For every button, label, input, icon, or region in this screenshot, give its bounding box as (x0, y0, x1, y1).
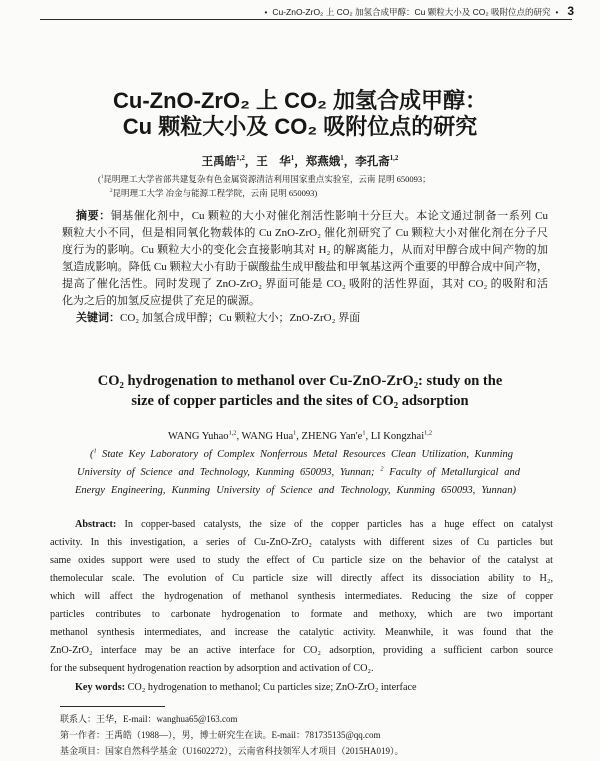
running-title: Cu-ZnO-ZrO₂ 上 CO₂ 加氢合成甲醇：Cu 颗粒大小及 CO₂ 吸附位点的研究 (272, 7, 551, 17)
author-affiliation-mark: 1,2 (389, 155, 399, 163)
affiliation-line-1 (98, 172, 538, 186)
author-affiliation-mark: 1 (362, 429, 366, 437)
abstract-line: 氢造成影响。降低 Cu 颗粒大小有助于碳酸盐生成甲酸盐和甲氧基这两个重要的甲醇合成中间产物， (62, 261, 548, 273)
english-title-line-2: size of copper particles and the sites of CO₂ adsorption (131, 393, 469, 409)
abstract-line: activity. In this investigation, a series of Cu-ZnO-ZrO₂ catalysts with different sizes of Cu particles but (50, 537, 553, 548)
abstract-line: themolecular scale. The evolution of Cu particle size will directly affect its dissociation ability to H₂, (50, 573, 553, 584)
abstract-label: 摘要： (76, 210, 111, 222)
chinese-title (0, 88, 600, 140)
footnote-first-author: 第一作者：王禹皓（1988—），男，博士研究生在读。E-mail：781735135@qq.com (60, 730, 381, 740)
abstract-line: which will affect the hydrogenation of methanol synthesis intermediates. Reducing the size of copper (50, 591, 553, 602)
running-header (260, 5, 574, 19)
chinese-keywords (62, 310, 548, 327)
header-bullet-left: • (264, 8, 268, 17)
abstract-text: In copper-based catalysts, the size of the copper particles has a huge effect on catalyst (116, 519, 553, 530)
affiliation-mark: 1 (100, 174, 104, 181)
english-authors (0, 430, 600, 444)
affiliation-text: University of Science and Technology, Kunming 650093, Yunnan; (77, 467, 381, 478)
header-bullet-right: • (555, 8, 559, 17)
author-affiliation-mark: 1,2 (236, 155, 245, 163)
author-name: 王 华 (256, 156, 291, 168)
affiliation-line-2 (98, 186, 538, 200)
author-separator: ， (244, 156, 257, 168)
author-affiliation-mark: 1,2 (228, 429, 237, 437)
abstract-line: 颗粒大小不同，但是相同氧化物载体的 Cu ZnO-ZrO₂ 催化剂研究了 Cu 颗粒大小对催化剂在分子尺 (62, 227, 548, 239)
affiliation-line-3: Energy Engineering, Kunming University of Science and Technology, Kunming 650093, Yunnan) (75, 485, 516, 496)
footnote-rule (60, 706, 165, 707)
author-separator: , (296, 431, 302, 442)
author-separator: ， (294, 156, 306, 168)
chinese-title-line-2: Cu 颗粒大小及 CO₂ 吸附位点的研究 (122, 114, 478, 139)
affiliation-open-paren: ( (98, 174, 101, 184)
chinese-title-line-1: Cu-ZnO-ZrO₂ 上 CO₂ 加氢合成甲醇： (113, 88, 487, 113)
footnote-funding: 基金项目：国家自然科学基金（U1602272），云南省科技领军人才项目（2015HA019）。 (60, 746, 404, 756)
footnotes (60, 711, 560, 759)
english-affiliations (0, 446, 600, 500)
author-separator: , (236, 431, 242, 442)
author-separator: , (365, 431, 371, 442)
english-title (0, 371, 600, 411)
header-rule (40, 19, 572, 20)
author-affiliation-mark: 1 (293, 429, 297, 437)
abstract-text: 铜基催化剂中，Cu 颗粒的大小对催化剂活性影响十分巨大。本论文通过制备一系列 Cu (110, 210, 548, 222)
keywords-text: CO₂ 加氢合成甲醇；Cu 颗粒大小；ZnO-ZrO₂ 界面 (120, 312, 361, 324)
chinese-affiliations (98, 172, 538, 200)
author-affiliation-mark: 1,2 (424, 429, 432, 437)
author-name: WANG Hua (241, 431, 294, 442)
affiliation-mark: 2 (110, 188, 113, 195)
author-affiliation-mark: 1 (290, 155, 295, 163)
english-title-line-1: CO₂ hydrogenation to methanol over Cu-ZnO-ZrO₂: study on the (97, 373, 503, 389)
affiliation-line-2 (77, 464, 520, 482)
author-name: 李孔斋 (355, 156, 390, 168)
author-name: 王禹皓 (201, 156, 237, 168)
affiliation-mark: 2 (380, 465, 384, 473)
keywords-text: CO₂ hydrogenation to methanol; Cu particles size; ZnO-ZrO₂ interface (125, 682, 417, 693)
chinese-authors (0, 155, 600, 170)
page-number: 3 (567, 4, 574, 18)
abstract-line (50, 516, 553, 534)
author-affiliation-mark: 1 (340, 155, 344, 163)
affiliation-mark: 1 (93, 447, 97, 455)
author-separator: ， (343, 156, 356, 168)
author-name: WANG Yuhao (168, 431, 229, 442)
affiliation-line-1 (90, 446, 513, 464)
keywords-label: Key words: (75, 682, 126, 693)
english-abstract (50, 516, 553, 678)
author-name: LI Kongzhai (370, 431, 425, 442)
chinese-abstract (62, 208, 548, 327)
affiliation-text: 昆明理工大学 冶金与能源工程学院，云南 昆明 650093) (112, 188, 318, 198)
abstract-line: for the subsequent hydrogenation reaction by adsorption and activation of CO₂. (50, 663, 374, 674)
abstract-line: methanol synthesis intermediates, and increase the catalytic activity. Meanwhile, it was found that the (50, 627, 553, 638)
affiliation-text: Faculty of Metallurgical and (383, 467, 520, 478)
abstract-line: same oxides support were used to study the effect of Cu particle size on the behavior of the catalyst at (50, 555, 553, 566)
abstract-line: 提高了催化活性。同时发现了 ZnO-ZrO₂ 界面可能是 CO₂ 吸附的活性界面，其对 CO₂ 的吸附和活 (62, 278, 548, 290)
author-name: 郑燕娥 (305, 156, 341, 168)
abstract-line: 度行为的影响。Cu 颗粒大小的变化会直接影响其对 H₂ 的解离能力，从而对甲醇合成中间产物的加 (62, 244, 548, 256)
abstract-line: 化为之后的加氢反应提供了充足的碳源。 (62, 295, 260, 307)
affiliation-text: State Key Laboratory of Complex Nonferrous Metal Resources Clean Utilization, Kunming (96, 449, 513, 460)
abstract-line (62, 208, 548, 225)
affiliation-open-paren: ( (90, 449, 94, 460)
footnote-contact: 联系人：王华，E-mail：wanghua65@163.com (60, 714, 238, 724)
abstract-label: Abstract: (75, 519, 117, 530)
abstract-line: particles contributes to carbonate hydrogenation to formate and methoxy, which are two important (50, 609, 553, 620)
affiliation-text: 昆明理工大学省部共建复杂有色金属资源清洁利用国家重点实验室，云南 昆明 650093； (103, 174, 431, 184)
author-name: ZHENG Yan'e (301, 431, 363, 442)
english-keywords (75, 679, 555, 697)
keywords-label: 关键词： (76, 312, 120, 324)
abstract-line: ZnO-ZrO₂ interface may be an active interface for CO₂ adsorption, providing a sufficient carbon source (50, 645, 553, 656)
